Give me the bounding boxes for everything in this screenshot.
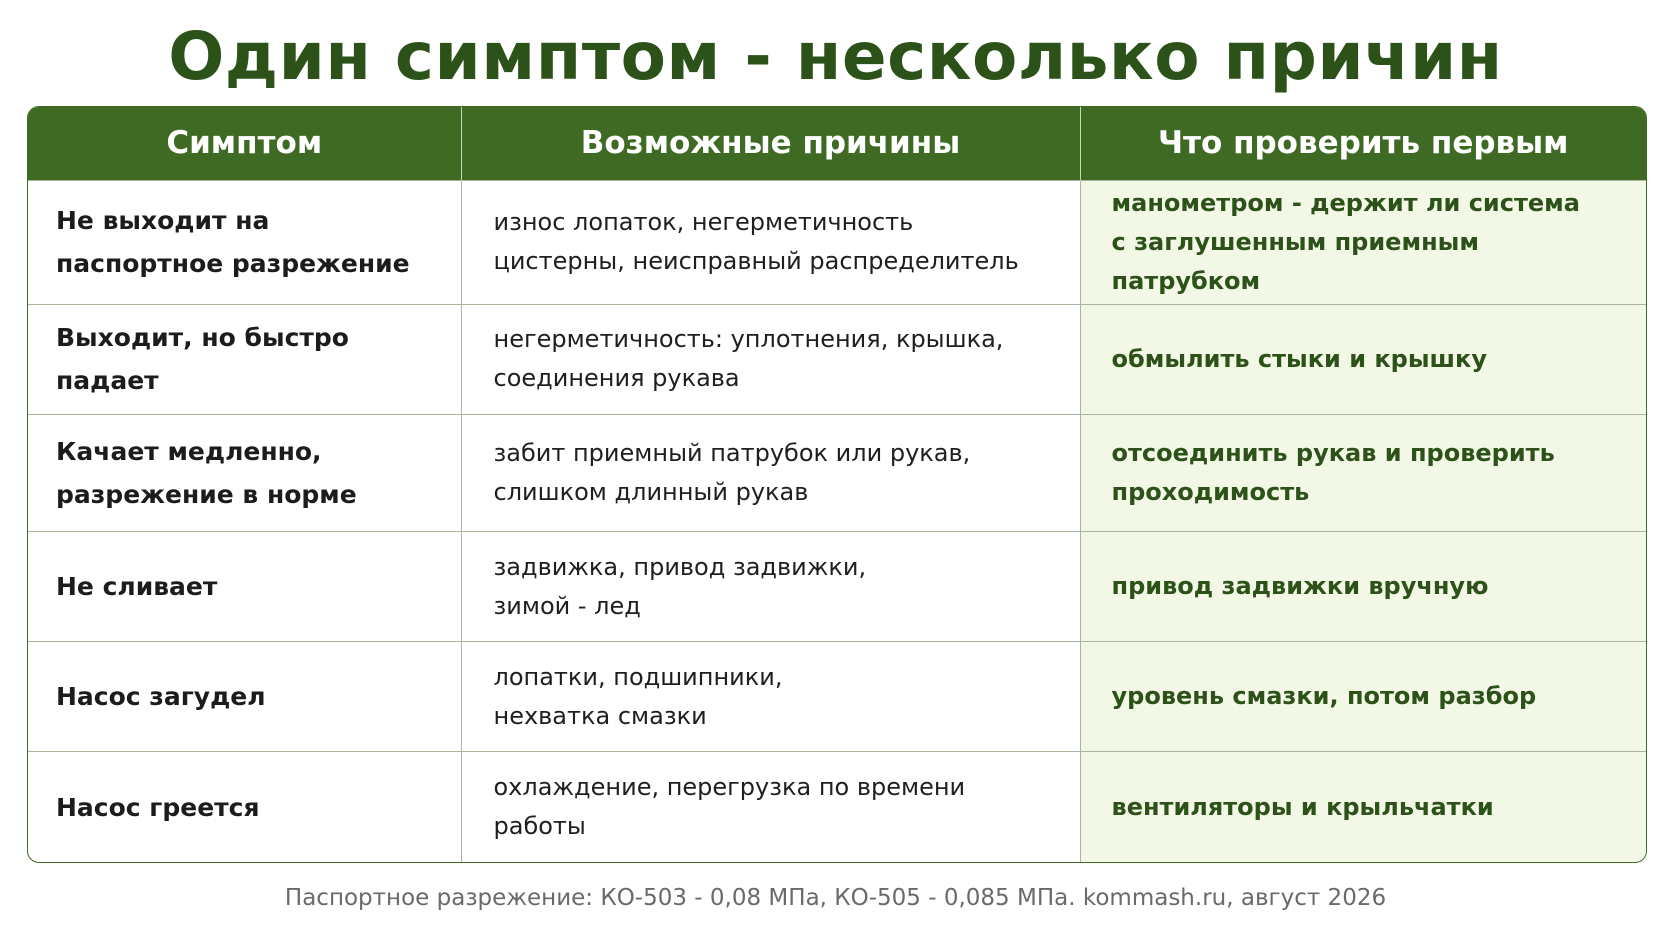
cell-line: лопатки, подшипники, bbox=[493, 662, 783, 691]
cell-line: соединения рукава bbox=[493, 364, 740, 393]
cell-line: охлаждение, перегрузка по времени bbox=[493, 773, 966, 802]
header-check-first: Что проверить первым bbox=[1080, 107, 1646, 180]
table-body bbox=[28, 180, 1646, 862]
header-symptom: Симптом bbox=[28, 107, 461, 180]
causes-cell bbox=[461, 752, 1080, 862]
check-cell bbox=[1080, 305, 1646, 414]
cell-line: отсоединить рукав и проверить bbox=[1111, 438, 1555, 467]
table-row bbox=[28, 532, 1646, 642]
check-cell bbox=[1080, 180, 1646, 305]
table-row bbox=[28, 180, 1646, 305]
check-cell bbox=[1080, 752, 1646, 862]
cell-line: негерметичность: уплотнения, крышка, bbox=[493, 325, 1004, 354]
cell-line: обмылить стыки и крышку bbox=[1111, 344, 1487, 373]
cell-line: вентиляторы и крыльчатки bbox=[1111, 792, 1494, 821]
cell-line: паспортное разрежение bbox=[56, 249, 410, 279]
cell-line: Выходит, но быстро падает bbox=[56, 323, 349, 396]
cell-line: манометром - держит ли система bbox=[1111, 188, 1580, 217]
causes-cell bbox=[461, 180, 1080, 305]
cell-line: Насос загудел bbox=[56, 682, 266, 712]
table-row bbox=[28, 752, 1646, 862]
diagnostic-table bbox=[27, 106, 1647, 863]
cell-line: цистерны, неисправный распределитель bbox=[493, 247, 1019, 276]
cell-line: износ лопаток, негерметичность bbox=[493, 208, 914, 237]
symptom-cell bbox=[28, 532, 461, 642]
symptom-table bbox=[28, 107, 1646, 862]
symptom-cell bbox=[28, 180, 461, 305]
page-title: Один симптом - несколько причин bbox=[168, 18, 1503, 95]
cell-line: Насос греется bbox=[56, 792, 260, 822]
cell-line: задвижка, привод задвижки, bbox=[493, 552, 867, 581]
table-header bbox=[28, 107, 1646, 180]
cell-line: с заглушенным приемным патрубком bbox=[1111, 227, 1479, 295]
table-row bbox=[28, 305, 1646, 414]
header-row bbox=[28, 107, 1646, 180]
cell-line: Не сливает bbox=[56, 572, 218, 602]
cell-line: проходимость bbox=[1111, 477, 1310, 506]
cell-line: Качает медленно, bbox=[56, 436, 322, 466]
table-row bbox=[28, 642, 1646, 752]
cell-line: уровень смазки, потом разбор bbox=[1111, 682, 1537, 711]
cell-line: слишком длинный рукав bbox=[493, 477, 809, 506]
cell-line: разрежение в норме bbox=[56, 479, 357, 509]
cell-line: зимой - лед bbox=[493, 591, 641, 620]
symptom-cell bbox=[28, 305, 461, 414]
cell-line: забит приемный патрубок или рукав, bbox=[493, 438, 971, 467]
cell-line: нехватка смазки bbox=[493, 701, 707, 730]
causes-cell bbox=[461, 642, 1080, 752]
causes-cell bbox=[461, 414, 1080, 532]
check-cell bbox=[1080, 532, 1646, 642]
symptom-cell bbox=[28, 752, 461, 862]
cell-line: работы bbox=[493, 812, 586, 841]
header-causes: Возможные причины bbox=[461, 107, 1080, 180]
causes-cell bbox=[461, 305, 1080, 414]
table-row bbox=[28, 414, 1646, 532]
check-cell bbox=[1080, 642, 1646, 752]
symptom-cell bbox=[28, 642, 461, 752]
symptom-cell bbox=[28, 414, 461, 532]
causes-cell bbox=[461, 532, 1080, 642]
cell-line: Не выходит на bbox=[56, 206, 270, 236]
cell-line: привод задвижки вручную bbox=[1111, 572, 1489, 601]
check-cell bbox=[1080, 414, 1646, 532]
footer-note: Паспортное разрежение: КО-503 - 0,08 МПа, КО-505 - 0,085 МПа. kommash.ru, август 2026 bbox=[284, 885, 1387, 911]
